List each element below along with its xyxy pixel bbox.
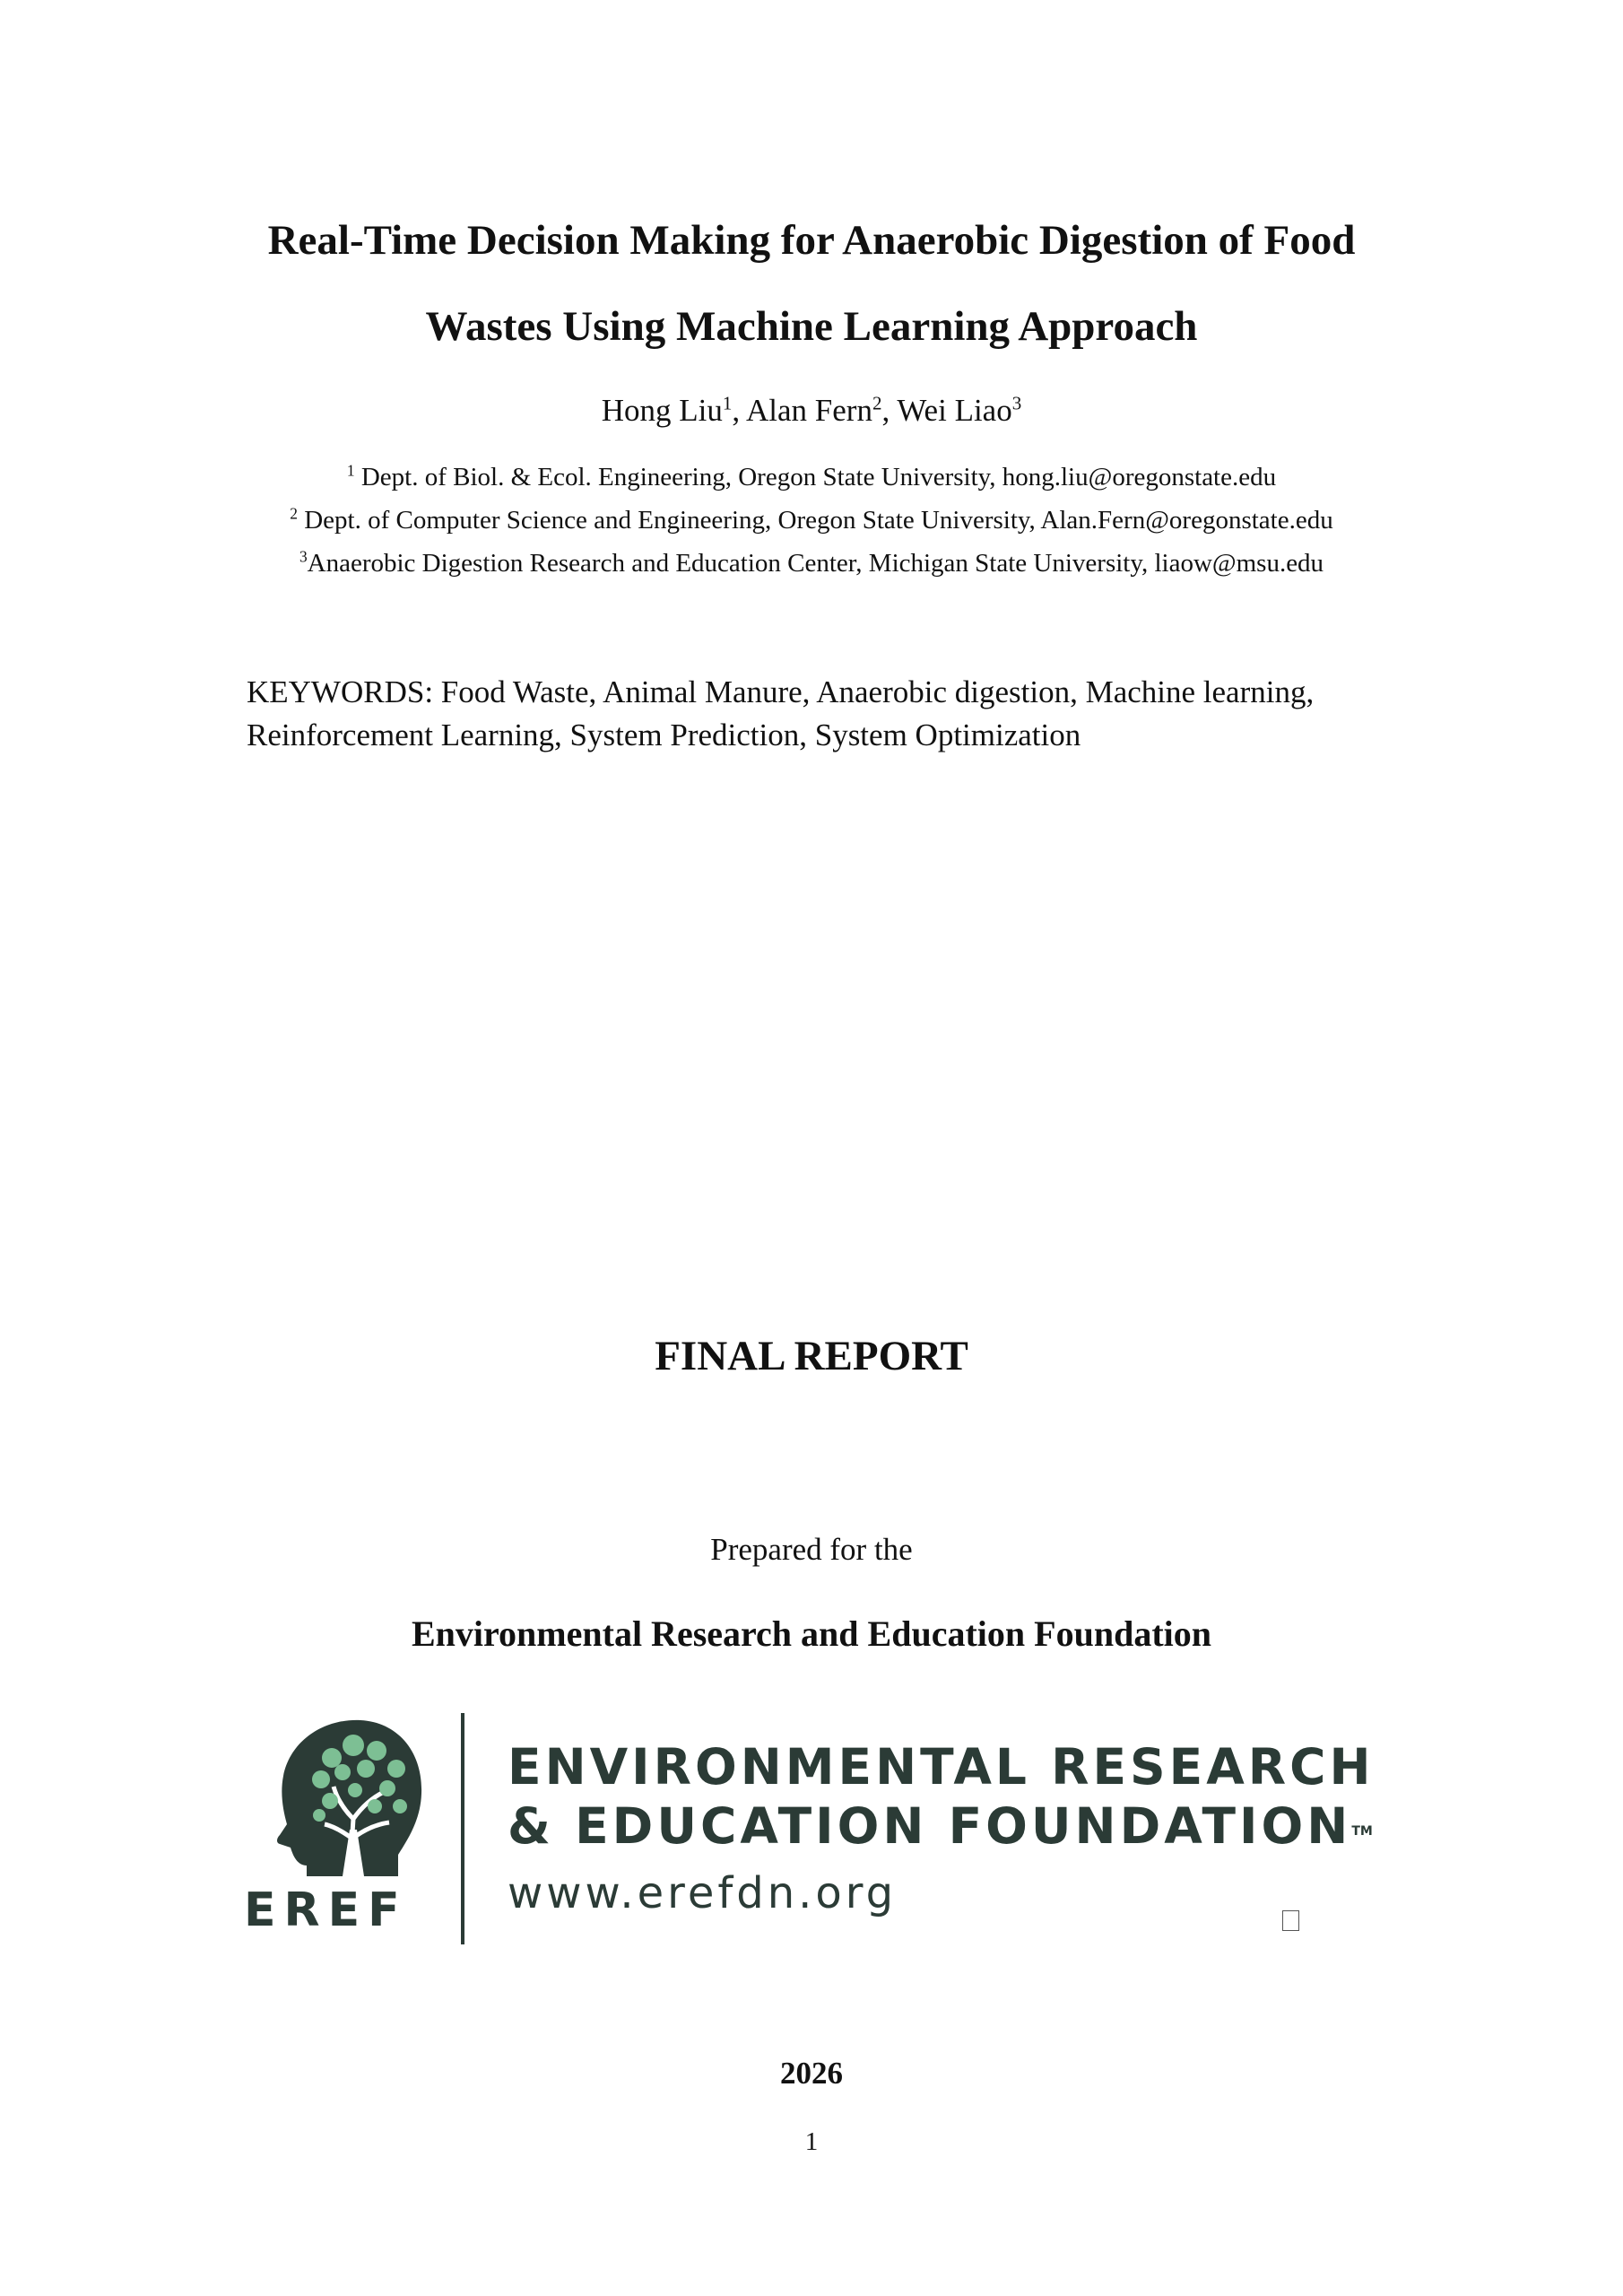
report-year: 2026 xyxy=(780,2056,843,2091)
affiliation-text: Anaerobic Digestion Research and Education Center, Michigan State University, liaow@msu.edu xyxy=(307,549,1324,578)
author-list xyxy=(0,391,1623,430)
keywords-line-1: KEYWORDS: Food Waste, Animal Manure, Anaerobic digestion, Machine learning, xyxy=(247,674,1315,709)
foundation-name: Environmental Research and Education Foundation xyxy=(411,1613,1211,1654)
eref-logo xyxy=(244,1713,1375,1944)
author-separator: , xyxy=(881,393,898,428)
author-name: Hong Liu xyxy=(601,393,723,428)
logo-line-1: ENVIRONMENTAL RESEARCH xyxy=(508,1738,1375,1796)
logo-divider xyxy=(461,1713,464,1944)
author-mark: 3 xyxy=(1011,392,1022,414)
title-line-1: Real-Time Decision Making for Anaerobic Digestion of Food xyxy=(267,217,1356,264)
page-number: 1 xyxy=(804,2127,819,2156)
report-label: FINAL REPORT xyxy=(655,1333,968,1379)
affiliation-2 xyxy=(0,504,1623,536)
keywords xyxy=(247,671,1412,757)
logo-url: www.erefdn.org xyxy=(508,1868,898,1918)
logo-line-2-text: & EDUCATION FOUNDATION xyxy=(508,1797,1352,1855)
author-separator: , xyxy=(732,393,746,428)
author-mark: 2 xyxy=(872,392,882,414)
prepared-for: Prepared for the xyxy=(710,1532,913,1567)
author-mark: 1 xyxy=(722,392,733,414)
affiliation-mark: 3 xyxy=(299,547,308,566)
author-name: Alan Fern xyxy=(746,393,872,428)
logo-acronym: EREF xyxy=(244,1883,408,1937)
affiliation-mark: 2 xyxy=(290,504,298,523)
placeholder-box xyxy=(1282,1910,1299,1931)
affiliation-text: Dept. of Biol. & Ecol. Engineering, Oregon State University, hong.liu@oregonstate.edu xyxy=(354,463,1277,491)
affiliation-mark: 1 xyxy=(346,461,355,480)
logo-line-2 xyxy=(508,1797,1373,1855)
keywords-line-2: Reinforcement Learning, System Prediction, System Optimization xyxy=(247,718,1081,752)
author-name: Wei Liao xyxy=(897,393,1012,428)
title-line-2: Wastes Using Machine Learning Approach xyxy=(425,303,1198,350)
affiliation-text: Dept. of Computer Science and Engineering, Oregon State University, Alan.Fern@oregonstate.edu xyxy=(297,506,1333,535)
affiliation-3 xyxy=(0,547,1623,579)
affiliation-1 xyxy=(0,461,1623,493)
trademark-mark: TM xyxy=(1351,1824,1373,1839)
